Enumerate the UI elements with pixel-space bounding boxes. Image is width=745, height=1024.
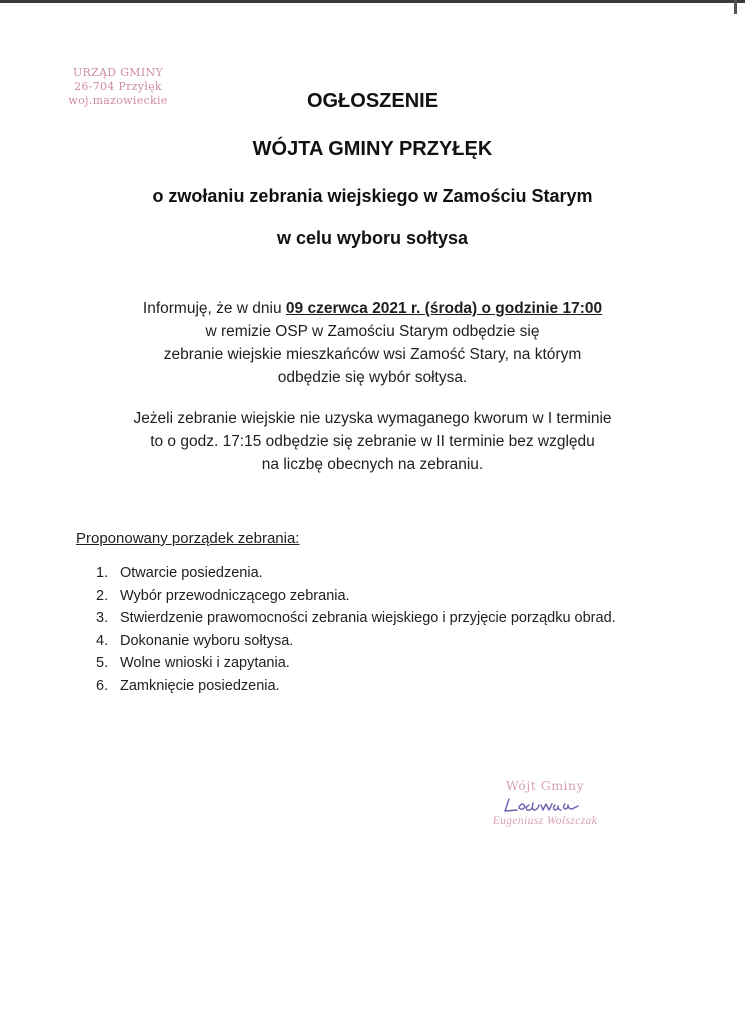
agenda-item xyxy=(96,652,616,675)
announcement-paragraph xyxy=(40,297,705,389)
agenda-item-number: 3. xyxy=(96,610,109,626)
quorum-line-2: to o godz. 17:15 odbędzie się zebranie w II terminie bez względu xyxy=(150,433,595,450)
page-title: OGŁOSZENIE xyxy=(306,90,439,112)
agenda-item xyxy=(96,607,616,630)
stamp-line-1: URZĄD GMINY xyxy=(72,66,164,79)
announcement-line-2: w remizie OSP w Zamościu Starym odbędzie się xyxy=(205,323,540,340)
announcement-line-3: zebranie wiejskie mieszkańców wsi Zamość Stary, na którym xyxy=(163,346,582,363)
topic-line: o zwołaniu zebrania wiejskiego w Zamościu Starym xyxy=(152,186,593,206)
quorum-line-3: na liczbę obecnych na zebraniu. xyxy=(261,456,484,473)
agenda-item-text: Otwarcie posiedzenia. xyxy=(120,565,263,581)
purpose-line: w celu wyboru sołtysa xyxy=(276,228,469,248)
announcement-intro: Informuję, że w dniu xyxy=(142,300,286,317)
agenda-item xyxy=(96,585,616,608)
stamp-line-3: woj.mazowieckie xyxy=(68,94,168,107)
agenda-list xyxy=(96,562,616,697)
agenda-item-number: 5. xyxy=(96,655,109,671)
signature-stamp xyxy=(470,778,620,827)
handwritten-signature xyxy=(495,795,595,817)
announcement-line-1 xyxy=(40,297,705,320)
agenda-item xyxy=(96,675,616,698)
agenda-item-number: 2. xyxy=(96,587,109,604)
quorum-paragraph xyxy=(40,407,705,476)
meeting-date-time: 09 czerwca 2021 r. (środa) o godzinie 17:00 xyxy=(285,300,603,317)
agenda-item xyxy=(96,630,616,653)
agenda-item-number: 4. xyxy=(96,632,109,649)
agenda-item-text: Wybór przewodniczącego zebrania. xyxy=(120,587,350,604)
agenda-item-text: Dokonanie wyboru sołtysa. xyxy=(120,632,294,649)
top-border-line xyxy=(0,0,745,3)
stamp-line-2: 26-704 Przyłęk xyxy=(74,80,162,93)
quorum-line-1: Jeżeli zebranie wiejskie nie uzyska wymaganego kworum w I terminie xyxy=(133,410,612,427)
agenda-heading: Proponowany porządek zebrania: xyxy=(76,530,300,547)
agenda-item xyxy=(96,562,616,585)
agenda-item-text: Wolne wnioski i zapytania. xyxy=(120,655,290,671)
signature-title: Wójt Gminy xyxy=(505,778,585,793)
edge-mark xyxy=(734,0,737,14)
agenda-item-text: Zamknięcie posiedzenia. xyxy=(120,677,280,694)
page-subtitle: WÓJTA GMINY PRZYŁĘK xyxy=(252,138,493,160)
announcement-line-4: odbędzie się wybór sołtysa. xyxy=(277,369,468,386)
signature-name: Eugeniusz Wolszczak xyxy=(492,815,598,827)
agenda-item-number: 6. xyxy=(96,677,109,694)
agenda-item-text: Stwierdzenie prawomocności zebrania wiejskiego i przyjęcie porządku obrad. xyxy=(120,610,616,626)
agenda-item-number: 1. xyxy=(96,565,109,581)
